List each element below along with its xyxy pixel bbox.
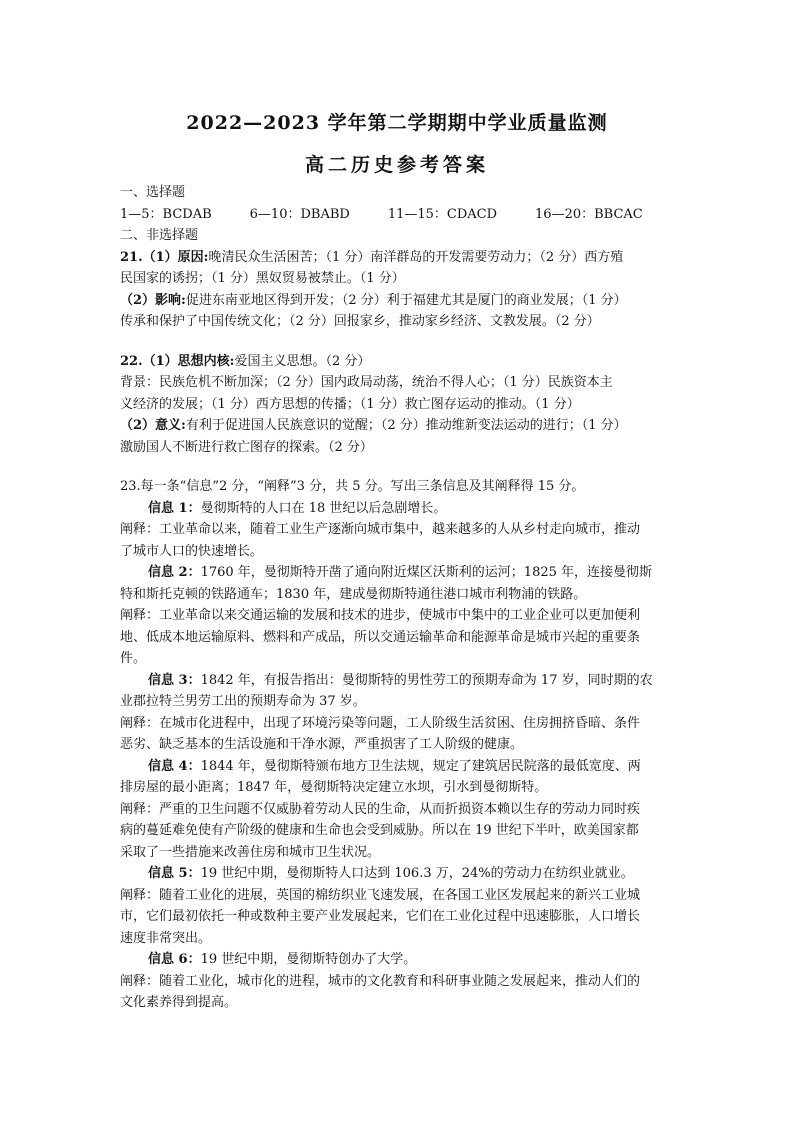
q23-explanation-5-line2: 市，它们最初依托一种或数种主要产业发展起来，它们在工业化过程中迅速膨胀，人口增长 [120, 909, 641, 924]
info-label: 信息 4： [148, 758, 201, 774]
q23-explanation-4-line3: 采取了一些措施来改善住房和城市卫生状况。 [120, 844, 381, 860]
q21-part2-line2: 传承和保护了中国传统文化；（2 分）回报家乡，推动家乡经济、文教发展。（2 分） [120, 314, 600, 329]
q23-info-2-line2: 特和斯托克顿的铁路通车；1830 年，建成曼彻斯特通往港口城市利物浦的铁路。 [120, 586, 587, 602]
q23-info-6: 信息 6：19 世纪中期，曼彻斯特创办了大学。 [148, 952, 417, 967]
q23-explanation-4-line2: 病的蔓延难免使有产阶级的健康和生命也会受到威胁。所以在 19 世纪下半叶，欧美国家都 [120, 823, 639, 838]
section-nonchoice-heading: 二、非选择题 [120, 228, 199, 243]
q23-info-2: 信息 2：1760 年，曼彻斯特开凿了通向附近煤区沃斯利的运河；1825 年，连接曼彻斯 [148, 565, 653, 580]
choice-group-2: 6—10：DBABD [249, 206, 350, 222]
q21-part1-label: 21.（1）原因: [120, 249, 209, 265]
q23-explanation-2-line3: 件。 [120, 651, 147, 666]
q23-explanation-6-line2: 文化素养得到提高。 [120, 995, 238, 1010]
info-label: 信息 5： [148, 866, 201, 881]
q21-part2-label: （2）影响: [120, 292, 186, 308]
choice-group-1: 1—5：BCDAB [120, 206, 212, 222]
q22-part2-line2: 激励国人不断进行救亡图存的探索。（2 分） [120, 439, 373, 455]
choice-group-4: 16—20：BBCAC [535, 206, 643, 222]
q23-info-1: 信息 1：曼彻斯特的人口在 18 世纪以后急剧增长。 [148, 500, 447, 516]
choice-group-3: 11—15：CDACD [387, 206, 498, 222]
answer-content [120, 182, 678, 1014]
q23-explanation-2-line2: 地、低成本地运输原料、燃料和产成品，所以交通运输革命和能源革命是城市兴起的重要条 [120, 629, 641, 645]
choice-answers-row [120, 204, 678, 226]
info-label: 信息 1： [148, 500, 201, 516]
q23-explanation-5-line3: 速度非常突出。 [120, 930, 212, 946]
document-subtitle: 高二历史参考答案 [304, 154, 489, 176]
q23-explanation-2-line1: 阐释：工业革命以来交通运输的发展和技术的进步，使城市中集中的工业企业可以更加便利 [120, 608, 641, 623]
q23-info-5: 信息 5：19 世纪中期，曼彻斯特人口达到 106.3 万，24%的劳动力在纺织业就业。 [148, 866, 634, 881]
q23-explanation-1-line2: 了城市人口的快速增长。 [120, 543, 264, 559]
q22-part2-line1: （2）意义:有利于促进国人民族意识的觉醒；（2 分）推动维新变法运动的进行；（1 分） [120, 418, 627, 433]
info-label: 信息 6： [148, 952, 201, 967]
q23-explanation-4-line1: 阐释：严重的卫生问题不仅威胁着劳动人民的生命，从而折损资本赖以生存的劳动力同时疾 [120, 801, 641, 817]
section-choice-heading: 一、选择题 [120, 185, 186, 200]
q21-part1-line1: 21.（1）原因:晚清民众生活困苦；（1 分）南洋群岛的开发需要劳动力；（2 分）西方殖 [120, 249, 624, 265]
q23-info-3-line2: 业郡拉特兰男劳工出的预期寿命为 37 岁。 [120, 694, 366, 709]
info-label: 信息 3： [148, 672, 201, 688]
q23-info-4-line2: 排房屋的最小距离；1847 年，曼彻斯特决定建立水坝，引水到曼彻斯特。 [120, 780, 548, 795]
document-title: 2022—2023 学年第二学期期中学业质量监测 [186, 112, 608, 134]
q22-part2-label: （2）意义: [120, 418, 186, 433]
info-label: 信息 2： [148, 565, 201, 580]
q23-explanation-3-line1: 阐释：在城市化进程中，出现了环境污染等问题，工人阶级生活贫困、住房拥挤昏暗、条件 [120, 715, 641, 731]
q23-explanation-6-line1: 阐释：随着工业化，城市化的进程，城市的文化教育和科研事业随之发展起来，推动人们的 [120, 973, 641, 989]
q22-part1: 22.（1）思想内核:爱国主义思想。（2 分） [120, 353, 371, 369]
q22-part1-label: 22.（1）思想内核: [120, 353, 235, 369]
q23-intro: 23.每一条“信息”2 分，“阐释”3 分，共 5 分。写出三条信息及其阐释得 15 分。 [120, 479, 585, 494]
q23-explanation-3-line2: 恶劣、缺乏基本的生活设施和干净水源，严重损害了工人阶级的健康。 [120, 737, 524, 752]
q23-info-4: 信息 4：1844 年，曼彻斯特颁布地方卫生法规，规定了建筑居民院落的最低宽度、两 [148, 758, 641, 774]
q23-explanation-5-line1: 阐释：随着工业化的进展，英国的棉纺织业飞速发展，在各国工业区发展起来的新兴工业城 [120, 887, 641, 903]
q23-info-3: 信息 3：1842 年，有报告指出：曼彻斯特的男性劳工的预期寿命为 17 岁，同时期的农 [148, 672, 653, 688]
q22-background-line2: 义经济的发展；（1 分）西方思想的传播；（1 分）救亡图存运动的推动。（1 分） [120, 396, 580, 412]
q21-part1-line2: 民国家的诱拐；（1 分）黑奴贸易被禁止。（1 分） [120, 271, 405, 286]
q23-explanation-1-line1: 阐释：工业革命以来，随着工业生产逐渐向城市集中，越来越多的人从乡村走向城市，推动 [120, 522, 641, 537]
q21-part2-line1: （2）影响:促进东南亚地区得到开发；（2 分）利于福建尤其是厦门的商业发展；（1 分） [120, 292, 627, 308]
q22-background-line1: 背景：民族危机不断加深；（2 分）国内政局动荡，统治不得人心；（1 分）民族资本主 [120, 375, 613, 390]
